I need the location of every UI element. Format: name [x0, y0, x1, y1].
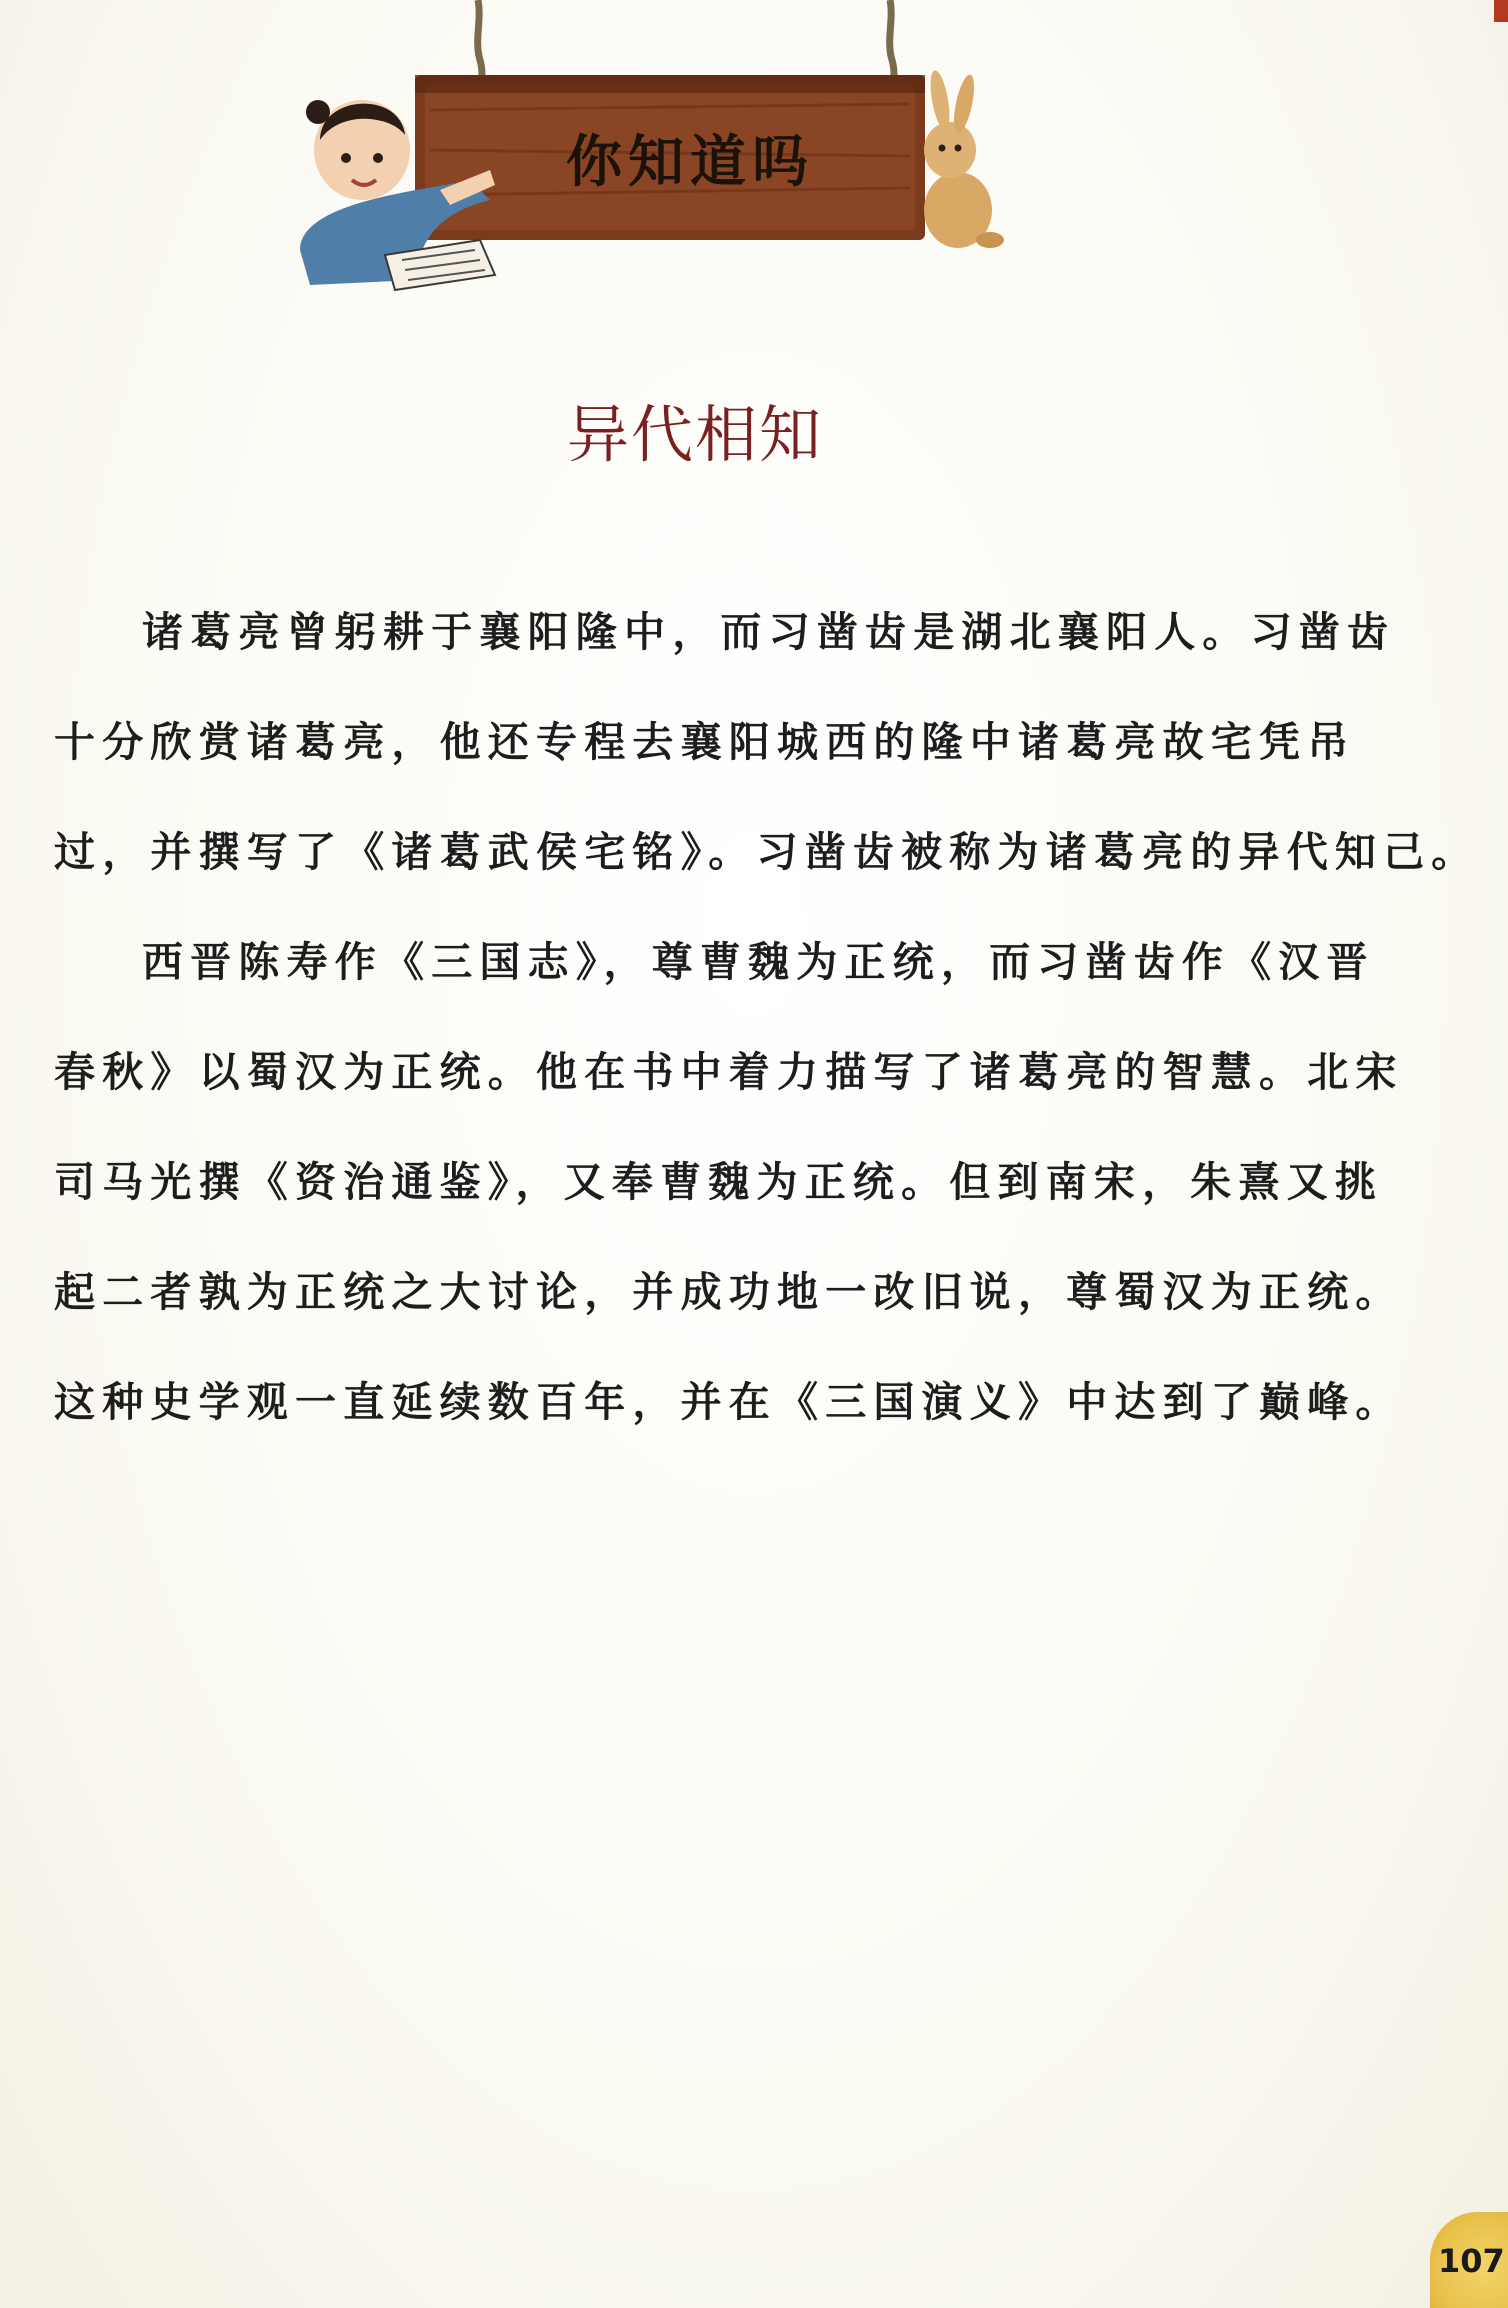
text-line: 诸葛亮曾躬耕于襄阳隆中，而习凿齿是湖北襄阳人。习凿齿 [142, 608, 1396, 656]
text-line: 这种史学观一直延续数百年，并在《三国演义》中达到了巅峰。 [54, 1378, 1404, 1426]
text-line: 西晋陈寿作《三国志》，尊曹魏为正统，而习凿齿作《汉晋 [142, 938, 1375, 986]
text-line: 十分欣赏诸葛亮，他还专程去襄阳城西的隆中诸葛亮故宅凭吊 [54, 718, 1356, 766]
text-line: 起二者孰为正统之大讨论，并成功地一改旧说，尊蜀汉为正统。 [54, 1268, 1404, 1316]
text-line: 司马光撰《资治通鉴》，又奉曹魏为正统。但到南宋，朱熹又挑 [54, 1158, 1384, 1206]
article-body [54, 596, 1480, 1476]
text-line: 过，并撰写了《诸葛武侯宅铭》。习凿齿被称为诸葛亮的异代知己。 [54, 828, 1480, 876]
page-number: 107 [1438, 2242, 1505, 2280]
corner-mark [1494, 0, 1508, 22]
rabbit-icon [924, 69, 1004, 248]
page-number-badge [1430, 2212, 1508, 2308]
text-line: 春秋》以蜀汉为正统。他在书中着力描写了诸葛亮的智慧。北宋 [54, 1048, 1404, 1096]
page-title: 异代相知 [566, 398, 823, 471]
sign-label: 你知道吗 [566, 129, 814, 195]
